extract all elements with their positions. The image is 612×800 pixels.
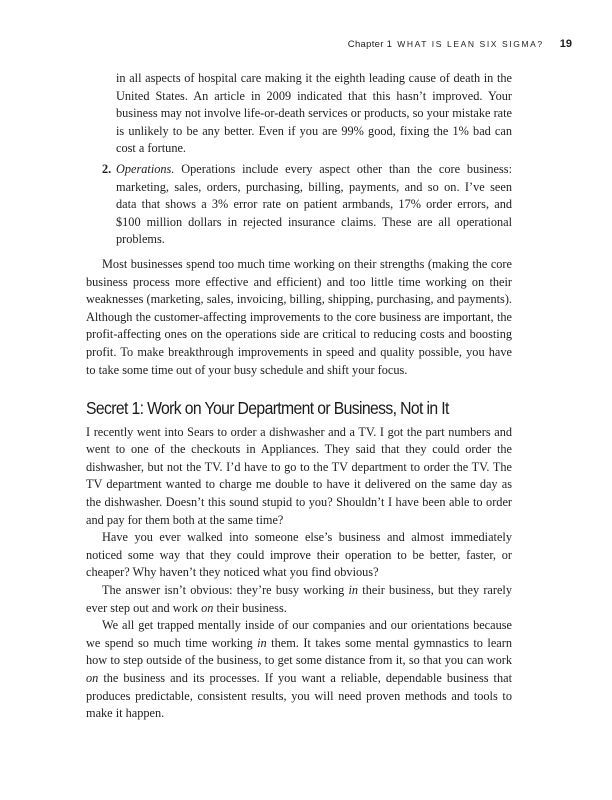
paragraph-someone-else: Have you ever walked into someone else’s business and almost immediately noticed some way that they could improve their operation to be better, faster, or cheaper? Why haven’t they noticed what you find obvious? xyxy=(86,530,512,580)
list-text: Operations include every aspect other than the core business: marketing, sales, orders, purchasing, billing, payments, and so on. I’ve seen data that shows a 3% error rate on patient armbands, 17% order errors, and $100 million dollars in rejected insurance claims. These are all operational problems. xyxy=(116,161,512,247)
paragraph-trapped: We all get trapped mentally inside of our companies and our orientations because we spend so much time working in them. It takes some mental gymnastics to learn how to step outside of the business, to get some distance from it, so that you can work on the business and its processes. If you want a reliable, dependable business that produces predictable, consistent results, you will need proven methods and tools to make it happen. xyxy=(86,618,512,721)
paragraph-strengths: Most businesses spend too much time working on their strengths (making the core business process more effective and efficient) and too little time working on their weaknesses (marketing, sales, invoicing, billing, shipping, purchasing, and payments). Although the customer-affecting improvements to the core business are important, the profit-affecting ones on the operations side are critical to reducing costs and boosting profit. To make breakthrough improvements in speed and quality possible, you have to take some time out of your busy schedule and shift your focus. xyxy=(86,256,512,377)
page-body xyxy=(86,70,512,723)
list-term: Operations. xyxy=(116,161,175,176)
section-heading: Secret 1: Work on Your Department or Business, Not in It xyxy=(86,398,449,419)
page-number: 19 xyxy=(559,38,572,50)
list-item-2 xyxy=(86,161,512,249)
running-header xyxy=(348,38,572,50)
chapter-label: Chapter 1 WHAT IS LEAN SIX SIGMA? xyxy=(347,39,544,50)
list-number: 2. xyxy=(102,161,112,176)
paragraph-sears: I recently went into Sears to order a dishwasher and a TV. I got the part numbers and went to one of the checkouts in Appliances. They said that they could order the dishwasher, but not the TV. I’d have to go to the TV department to order the TV. The TV department wanted to charge me double to have it delivered on the same day as the dishwasher. Doesn’t this sound stupid to you? Shouldn’t I have been able to order and pay for them both at the same time? xyxy=(86,424,512,527)
chapter-title: WHAT IS LEAN SIX SIGMA? xyxy=(397,39,544,49)
paragraph-answer: The answer isn’t obvious: they’re busy working in their business, but they rarely ever step out and work on their business. xyxy=(86,583,512,615)
list-item-1-continuation: in all aspects of hospital care making it the eighth leading cause of death in the United States. An article in 2009 indicated that this hasn’t improved. Your business may not involve life-or-death services or products, so your mistake rate is unlikely to be any better. Even if you are 99% good, fixing the 1% bad can cost a fortune. xyxy=(116,71,512,156)
